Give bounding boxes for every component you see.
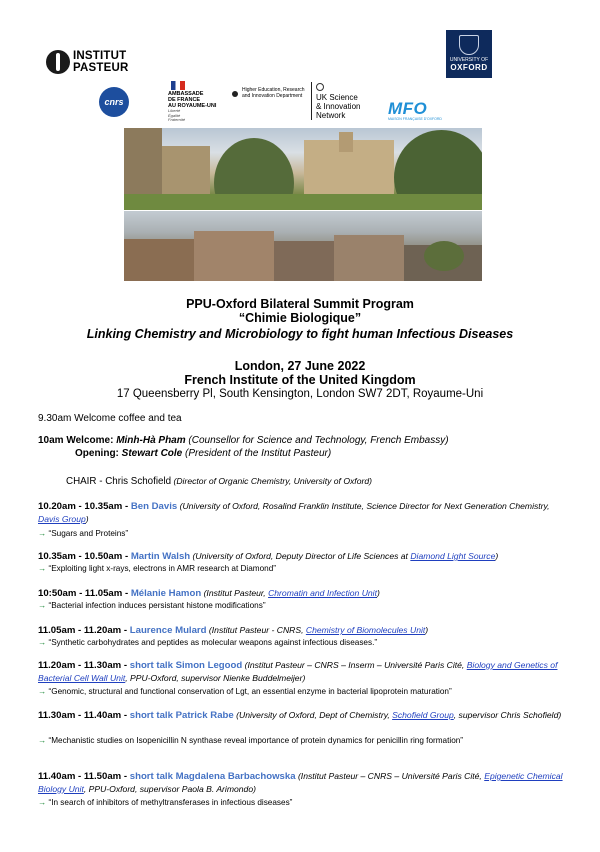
venue-address: 17 Queensberry Pl, South Kensington, London SW7 2DT, Royaume-Uni <box>116 388 484 400</box>
oxford-logo-line2: OXFORD <box>450 63 488 72</box>
talk-affiliation: (Institut Pasteur – CNRS – Université Paris Cité, <box>295 771 485 781</box>
welcome-speaker: Minh-Hà Pham <box>116 435 186 446</box>
arrow-right-icon: → <box>38 687 47 696</box>
talk-title: “Genomic, structural and functional conservation of Lgt, an essential enzyme in bacterial lipoprotein maturation” <box>48 687 452 696</box>
pasteur-mark-icon <box>46 50 70 74</box>
program-title: PPU-Oxford Bilateral Summit Program <box>186 297 414 311</box>
talk-time: 11.30am - 11.40am - <box>38 710 130 721</box>
talk-group-link[interactable]: Schofield Group <box>392 710 454 720</box>
chair-role: (Director of Organic Chemistry, University of Oxford) <box>171 476 372 486</box>
talk-title-row <box>38 686 568 698</box>
uk-science-logo <box>306 82 376 122</box>
talk-title-row <box>38 637 568 649</box>
higher-education-text: Higher Education, Research and Innovation Department <box>242 87 305 99</box>
talk-item: 10:50am - 11.05am - Mélanie Hamon (Institut Pasteur, Chromatin and Infection Unit) <box>38 588 380 599</box>
talk-item: 11.05am - 11.20am - Laurence Mulard (Institut Pasteur - CNRS, Chemistry of Biomolecules Unit) <box>38 625 429 636</box>
opening-item <box>75 448 600 460</box>
arrow-right-icon: → <box>38 798 47 807</box>
oxford-logo-line1: UNIVERSITY OF <box>449 57 489 63</box>
talk-item: 10.20am - 10.35am - Ben Davis (University of Oxford, Rosalind Franklin Institute, Science Director for Next Generation Chemistry, Davis Group) <box>38 501 550 524</box>
ambassade-logo-text: AMBASSADE DE FRANCE AU ROYAUME-UNI <box>168 91 217 109</box>
talk-title-row <box>38 797 568 809</box>
talk-title-row <box>38 735 568 747</box>
welcome-item <box>38 435 568 447</box>
talk-item: 11.30am - 11.40am - short talk Patrick Rabe (University of Oxford, Dept of Chemistry, Schofield Group, supervisor Chris Schofield) <box>38 710 562 721</box>
arrow-right-icon: → <box>38 529 47 538</box>
talk-item: 11.20am - 11.30am - short talk Simon Legood (Institut Pasteur – CNRS – Inserm – Université Paris Cité, Biology and Genetics of Bacterial Cell Wall Unit, PPU-Oxford, supervisor Nienke Buddelmeijer) <box>38 660 558 683</box>
talk-title: “Sugars and Proteins” <box>48 529 129 538</box>
arrow-right-icon: → <box>38 736 47 745</box>
chair-label: CHAIR - <box>66 476 106 487</box>
venue: French Institute of the United Kingdom <box>184 373 416 387</box>
arrow-right-icon: → <box>38 601 47 610</box>
oxford-building-photo <box>124 128 482 210</box>
talk-title-row <box>38 528 568 540</box>
talk-title: “Synthetic carbohydrates and peptides as molecular weapons against infectious diseases.” <box>48 638 378 647</box>
program-subtitle: “Chimie Biologique” <box>238 311 362 325</box>
ambassade-logo <box>168 81 238 122</box>
talk-group-link[interactable]: Diamond Light Source <box>410 551 496 561</box>
talk-title: “Mechanistic studies on Isopenicillin N synthase reveal importance of protein dynamics for penicillin ring formation” <box>48 736 464 745</box>
chair-name: Chris Schofield <box>105 476 172 487</box>
opening-label: Opening: <box>75 448 122 459</box>
royal-crest-icon <box>232 91 238 97</box>
talk-speaker: short talk Patrick Rabe <box>129 710 234 721</box>
talk-affiliation: (University of Oxford, Deputy Director of Life Sciences at <box>190 551 411 561</box>
coffee-item: 9.30am Welcome coffee and tea <box>38 413 182 424</box>
talk-affiliation: (University of Oxford, Rosalind Franklin Institute, Science Director for Next Generation Chemistry, <box>177 501 550 511</box>
talk-group-link[interactable]: Epigenetic Chemical Biology Unit <box>38 771 563 794</box>
talk-speaker: short talk Simon Legood <box>129 660 243 671</box>
talk-time: 10.20am - 10.35am - <box>38 501 131 512</box>
talk-time: 11.20am - 11.30am - <box>38 660 130 671</box>
talk-item: 10.35am - 10.50am - Martin Walsh (University of Oxford, Deputy Director of Life Sciences at Diamond Light Source) <box>38 551 499 562</box>
talk-title: “In search of inhibitors of methyltransferases in infectious diseases” <box>48 798 293 807</box>
welcome-role: (Counsellor for Science and Technology, French Embassy) <box>185 435 449 446</box>
talk-group-link[interactable]: Davis Group <box>38 514 86 524</box>
program-theme: Linking Chemistry and Microbiology to fight human Infectious Diseases <box>86 327 514 341</box>
talk-group-link[interactable]: Chromatin and Infection Unit <box>268 588 377 598</box>
talk-affiliation: (Institut Pasteur - CNRS, <box>206 625 306 635</box>
talk-title: “Exploiting light x-rays, electrons in AMR research at Diamond” <box>48 564 276 573</box>
higher-education-logo <box>232 88 306 108</box>
oxford-logo <box>446 30 492 78</box>
opening-role: (President of the Institut Pasteur) <box>182 448 332 459</box>
pasteur-logo-text: INSTITUT PASTEUR <box>73 50 129 74</box>
talk-group-link[interactable]: Biology and Genetics of Bacterial Cell Wall Unit <box>38 660 558 683</box>
talk-time: 11.05am - 11.20am - <box>38 625 130 636</box>
talk-item: 11.40am - 11.50am - short talk Magdalena Barbachowska (Institut Pasteur – CNRS – Université Paris Cité, Epigenetic Chemical Biology Unit, PPU-Oxford, supervisor Paola B. Arimondo) <box>38 771 563 794</box>
mfo-logo-subtitle: MAISON FRANÇAISE D'OXFORD <box>388 117 442 121</box>
london-rooftops-photo <box>124 211 482 281</box>
talk-speaker: short talk Magdalena Barbachowska <box>129 771 296 782</box>
place-date: London, 27 June 2022 <box>234 359 366 373</box>
talk-affiliation: (Institut Pasteur, <box>201 588 269 598</box>
talk-title-row <box>38 563 568 575</box>
uk-crest-icon <box>316 83 324 91</box>
talk-title: “Bacterial infection induces persistant histone modifications” <box>48 601 266 610</box>
ambassade-motto: Liberté Égalité Fraternité <box>168 108 186 122</box>
mfo-logo <box>388 100 458 124</box>
talk-time: 11.40am - 11.50am - <box>38 771 130 782</box>
talk-group-link[interactable]: Chemistry of Biomolecules Unit <box>305 625 426 635</box>
arrow-right-icon: → <box>38 638 47 647</box>
talk-title-row <box>38 600 568 612</box>
oxford-crest-icon <box>459 35 479 55</box>
arrow-right-icon: → <box>38 564 47 573</box>
talk-time: 10:50am - 11.05am - <box>38 588 131 599</box>
talk-time: 10.35am - 10.50am - <box>38 551 131 562</box>
uk-science-text: UK Science & Innovation Network <box>316 93 361 120</box>
welcome-time: 10am Welcome: <box>38 435 117 446</box>
talk-affiliation: (University of Oxford, Dept of Chemistry, <box>233 710 393 720</box>
institut-pasteur-logo <box>46 48 156 78</box>
talk-speaker: Mélanie Hamon <box>130 588 202 599</box>
french-flag-icon <box>171 81 185 90</box>
talk-affiliation: (Institut Pasteur – CNRS – Inserm – Université Paris Cité, <box>242 660 467 670</box>
talk-speaker: Ben Davis <box>130 501 178 512</box>
opening-speaker: Stewart Cole <box>121 448 183 459</box>
cnrs-logo: cnrs <box>99 87 129 117</box>
talk-speaker: Martin Walsh <box>130 551 191 562</box>
chair-item <box>66 475 596 488</box>
mfo-logo-text: MFO <box>388 99 428 118</box>
talk-speaker: Laurence Mulard <box>129 625 207 636</box>
